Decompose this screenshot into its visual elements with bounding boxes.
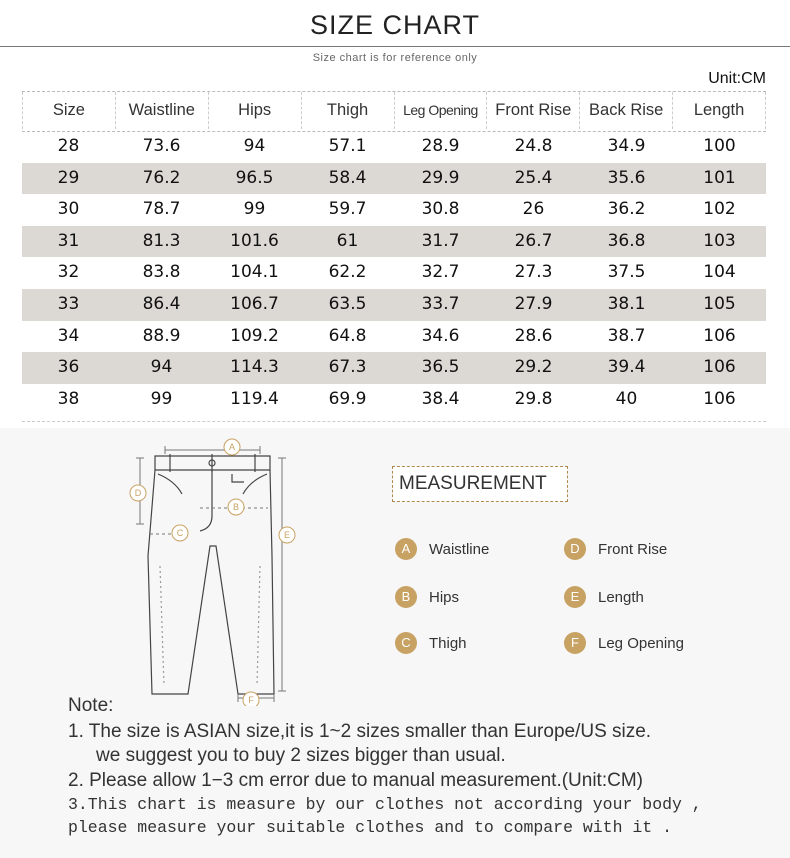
header-waistline: Waistline	[116, 92, 209, 129]
badge-c: C	[395, 632, 417, 654]
table-row	[22, 352, 766, 384]
size-table-body	[22, 131, 766, 415]
table-cell: 29.8	[514, 388, 553, 409]
note-line-1: 1. The size is ASIAN size,it is 1~2 sizes smaller than Europe/US size.	[68, 721, 652, 742]
table-cell: 28.9	[421, 136, 460, 156]
table-cell: 73.6	[142, 136, 181, 156]
coin-pocket	[232, 474, 244, 482]
header-thigh: Thigh	[302, 92, 395, 129]
table-bottom-rule	[22, 421, 766, 422]
marker-c: C	[176, 528, 184, 538]
marker-d: D	[134, 488, 142, 498]
table-row	[22, 321, 766, 353]
table-cell: 40	[615, 388, 638, 409]
table-cell: 33	[57, 293, 80, 314]
table-cell: 63.5	[328, 293, 367, 314]
table-cell: 119.4	[230, 388, 279, 409]
table-cell: 30.8	[421, 199, 460, 220]
subtitle: Size chart is for reference only	[312, 52, 478, 64]
table-cell: 38.7	[607, 325, 646, 346]
header-length: Length	[673, 92, 766, 129]
table-cell: 28.6	[514, 325, 553, 346]
table-cell: 38.1	[607, 293, 646, 314]
table-cell: 69.9	[328, 388, 367, 409]
legend-item-thigh	[395, 632, 467, 654]
table-cell: 76.2	[142, 167, 181, 188]
legend-item-leg-opening	[564, 632, 684, 654]
header-size: Size	[22, 92, 116, 129]
jeans-diagram	[120, 436, 320, 706]
legend-item-front-rise	[564, 538, 667, 560]
table-cell: 99	[150, 388, 173, 409]
table-cell: 38	[57, 388, 80, 409]
table-row	[22, 257, 766, 289]
table-cell: 58.4	[328, 167, 367, 188]
legend-item-hips	[395, 586, 459, 608]
table-cell: 36.2	[607, 199, 646, 220]
marker-b: B	[232, 502, 240, 512]
fly-stitch	[200, 470, 212, 531]
note-line-3: 3.This chart is measure by our clothes not according your body ,	[68, 795, 702, 814]
legend-label-hips: Hips	[429, 588, 460, 606]
right-pocket	[243, 474, 267, 494]
table-cell: 88.9	[142, 325, 181, 346]
table-cell: 102	[703, 199, 736, 220]
table-cell: 109.2	[230, 325, 279, 346]
table-cell: 29.2	[514, 357, 553, 378]
jeans-outline	[148, 470, 274, 694]
legend-label-leg-opening: Leg Opening	[598, 634, 684, 652]
table-row	[22, 131, 766, 163]
table-cell: 99	[243, 199, 266, 220]
badge-d: D	[564, 538, 586, 560]
table-cell: 96.5	[235, 167, 274, 188]
table-cell: 94	[243, 136, 266, 156]
table-cell: 106	[703, 325, 736, 346]
table-cell: 59.7	[328, 199, 367, 220]
table-cell: 81.3	[142, 230, 181, 251]
note-line-1b: we suggest you to buy 2 sizes bigger than usual.	[96, 745, 506, 766]
table-cell: 24.8	[514, 136, 553, 156]
page-title: SIZE CHART	[309, 10, 481, 40]
table-cell: 33.7	[421, 293, 460, 314]
table-cell: 27.9	[514, 293, 553, 314]
table-cell: 32	[57, 262, 80, 283]
table-cell: 34	[57, 325, 80, 346]
badge-b: B	[395, 586, 417, 608]
table-cell: 78.7	[142, 199, 181, 220]
header-hips: Hips	[209, 92, 302, 129]
header-leg-opening: Leg Opening	[395, 92, 488, 129]
badge-a: A	[395, 538, 417, 560]
left-pocket	[158, 474, 182, 494]
table-cell: 106	[703, 388, 736, 409]
marker-f: F	[248, 695, 254, 705]
table-header	[22, 91, 766, 132]
table-cell: 83.8	[142, 262, 181, 283]
table-cell: 57.1	[328, 136, 367, 156]
table-cell: 26	[522, 199, 545, 220]
belt-loops	[170, 454, 255, 472]
table-cell: 29	[57, 167, 80, 188]
note-line-2: 2. Please allow 1−3 cm error due to manual measurement.(Unit:CM)	[68, 770, 643, 791]
table-row	[22, 194, 766, 226]
marker-a: A	[228, 442, 236, 452]
legend-item-waistline	[395, 538, 489, 560]
table-cell: 100	[703, 136, 736, 156]
table-row	[22, 384, 766, 416]
header-back-rise: Back Rise	[580, 92, 673, 129]
badge-f: F	[564, 632, 586, 654]
note-title: Note:	[68, 695, 114, 716]
table-cell: 25.4	[514, 167, 553, 188]
table-cell: 36.8	[607, 230, 646, 251]
table-cell: 106.7	[230, 293, 279, 314]
table-cell: 114.3	[230, 357, 279, 378]
table-row	[22, 163, 766, 195]
table-cell: 28	[57, 136, 80, 156]
table-cell: 37.5	[607, 262, 646, 283]
table-cell: 86.4	[142, 293, 181, 314]
table-cell: 104.1	[230, 262, 279, 283]
table-cell: 101	[703, 167, 736, 188]
legend-label-waistline: Waistline	[429, 540, 490, 558]
table-cell: 35.6	[607, 167, 646, 188]
table-cell: 34.6	[421, 325, 460, 346]
table-cell: 27.3	[514, 262, 553, 283]
table-cell: 106	[703, 357, 736, 378]
table-cell: 38.4	[421, 388, 460, 409]
legend-label-front-rise: Front Rise	[598, 540, 668, 558]
seam-stitching	[160, 566, 260, 686]
table-cell: 61	[336, 230, 359, 251]
table-cell: 32.7	[421, 262, 460, 283]
table-cell: 36	[57, 357, 80, 378]
table-cell: 94	[150, 357, 173, 378]
title-divider	[0, 46, 790, 47]
legend-label-length: Length	[598, 588, 644, 606]
length-dimension	[278, 458, 286, 691]
table-cell: 36.5	[421, 357, 460, 378]
table-cell: 64.8	[328, 325, 367, 346]
table-row	[22, 289, 766, 321]
table-cell: 29.9	[421, 167, 460, 188]
table-cell: 26.7	[514, 230, 553, 251]
badge-e: E	[564, 586, 586, 608]
waist-dimension	[165, 446, 260, 454]
table-cell: 104	[703, 262, 736, 283]
header-front-rise: Front Rise	[487, 92, 580, 129]
legend-label-thigh: Thigh	[429, 634, 467, 652]
table-cell: 30	[57, 199, 80, 220]
note-line-3b: please measure your suitable clothes and to compare with it .	[68, 818, 672, 837]
table-cell: 105	[703, 293, 736, 314]
table-cell: 67.3	[328, 357, 367, 378]
marker-e: E	[283, 530, 291, 540]
table-cell: 34.9	[607, 136, 646, 156]
table-cell: 31	[57, 230, 80, 251]
table-cell: 62.2	[328, 262, 367, 283]
legend-item-length	[564, 586, 644, 608]
unit-label: Unit:CM	[708, 70, 766, 87]
table-cell: 31.7	[421, 230, 460, 251]
measurement-title: MEASUREMENT	[392, 466, 568, 502]
table-cell: 103	[703, 230, 736, 251]
table-row	[22, 226, 766, 258]
table-cell: 101.6	[230, 230, 279, 251]
table-cell: 39.4	[607, 357, 646, 378]
